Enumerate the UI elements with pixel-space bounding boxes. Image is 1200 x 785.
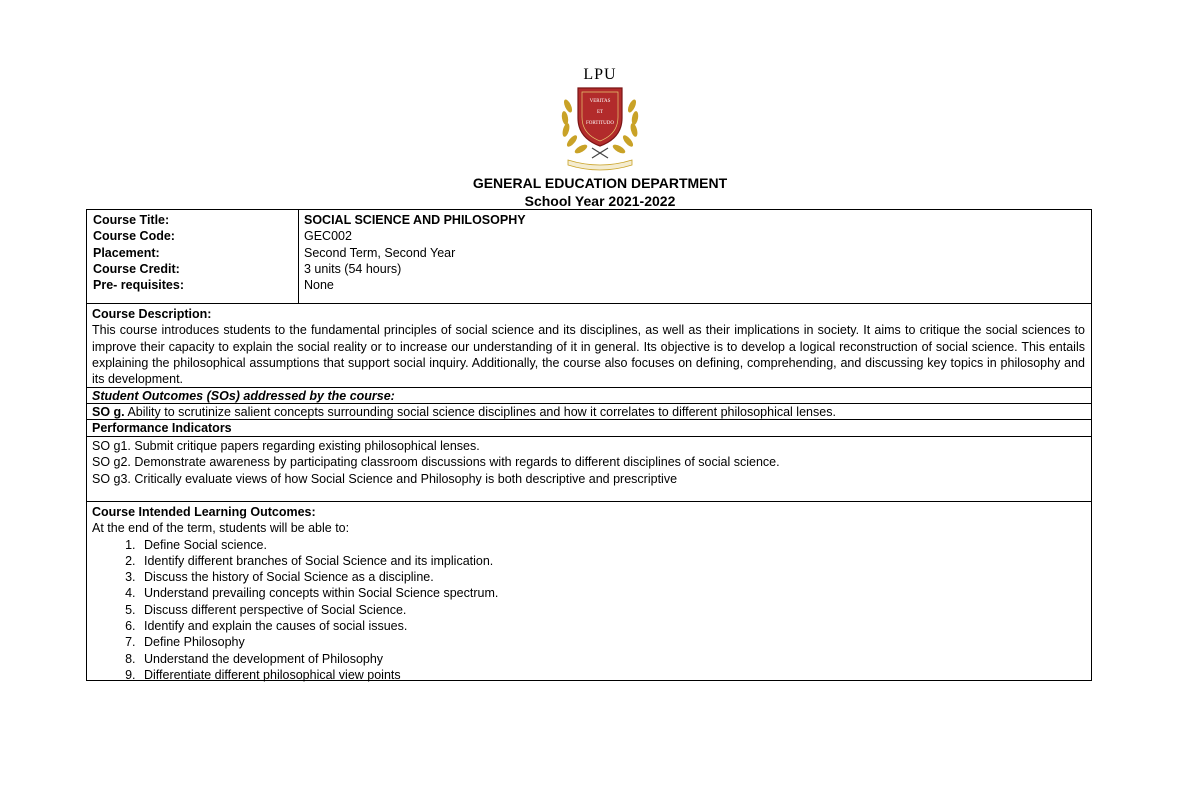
cilo-item: 9. Differentiate different philosophical view points (139, 667, 1091, 683)
university-logo (558, 66, 642, 172)
label-placement: Placement: (93, 245, 160, 260)
course-info-table (86, 209, 1092, 303)
course-info-labels (87, 210, 299, 303)
cilo-item: 1. Define Social science. (139, 537, 1091, 553)
cilo-item: 3. Discuss the history of Social Science as a discipline. (139, 569, 1091, 585)
cilo-item: 5. Discuss different perspective of Social Science. (139, 602, 1091, 618)
svg-text:VERITAS: VERITAS (589, 99, 611, 104)
performance-indicator-item: SO g2. Demonstrate awareness by participating classroom discussions with regards to different disciplines of social science. (92, 455, 780, 470)
student-outcome-row (86, 403, 1092, 419)
course-description-section (86, 303, 1092, 387)
value-course-code: GEC002 (304, 229, 352, 244)
performance-indicators-list (86, 436, 1092, 501)
cilo-heading: Course Intended Learning Outcomes: (92, 505, 316, 519)
label-course-credit: Course Credit: (93, 261, 180, 276)
label-prerequisites: Pre- requisites: (93, 278, 185, 293)
performance-indicator-item: SO g3. Critically evaluate views of how Social Science and Philosophy is both descriptive and prescriptive (92, 471, 678, 486)
cilo-item: 4. Understand prevailing concepts within Social Science spectrum. (139, 585, 1091, 601)
label-course-code: Course Code: (93, 229, 175, 244)
cilo-item: 8. Understand the development of Philosophy (139, 651, 1091, 667)
school-year: School Year 2021-2022 (524, 193, 676, 209)
label-course-title: Course Title: (93, 213, 170, 227)
course-info-values (299, 210, 1091, 303)
svg-text:ET: ET (596, 110, 604, 115)
department-title: GENERAL EDUCATION DEPARTMENT (472, 175, 728, 191)
cilo-list (92, 537, 1091, 684)
laurel-shield-icon (558, 84, 642, 172)
course-description-text: This course introduces students to the fundamental principles of social science and its disciplines, as well as their implications in society. It aims to critique the social sciences to improve their capacity to explain the social reality or to increase our understanding of it in general. Its objective is to develop a logical reconstruction of social science. This entails explaining the philosophical assumptions that support social inquiry. Additionally, the course also focuses on defining, comprehending, and discussing key topics in philosophy and its development. (92, 323, 1085, 387)
performance-indicators-heading: Performance Indicators (86, 419, 1092, 436)
performance-indicator-item: SO g1. Submit critique papers regarding existing philosophical lenses. (92, 439, 480, 453)
cilo-item: 7. Define Philosophy (139, 634, 1091, 650)
cilo-item: 2. Identify different branches of Social Science and its implication. (139, 553, 1091, 569)
cilo-section (86, 501, 1092, 681)
value-course-title: SOCIAL SCIENCE AND PHILOSOPHY (304, 213, 526, 227)
logo-text: LPU (583, 66, 617, 83)
so-text: Ability to scrutinize salient concepts surrounding social science disciplines and how it correlates to different philosophical lenses. (124, 405, 836, 419)
cilo-intro: At the end of the term, students will be able to: (92, 521, 350, 536)
svg-text:FORTITUDO: FORTITUDO (585, 121, 615, 126)
student-outcomes-heading: Student Outcomes (SOs) addressed by the course: (86, 387, 1092, 403)
cilo-item: 6. Identify and explain the causes of social issues. (139, 618, 1091, 634)
value-prerequisites: None (304, 278, 334, 293)
so-label: SO g. (92, 405, 125, 419)
course-description-heading: Course Description: (92, 307, 212, 321)
value-course-credit: 3 units (54 hours) (304, 261, 402, 276)
value-placement: Second Term, Second Year (304, 245, 456, 260)
